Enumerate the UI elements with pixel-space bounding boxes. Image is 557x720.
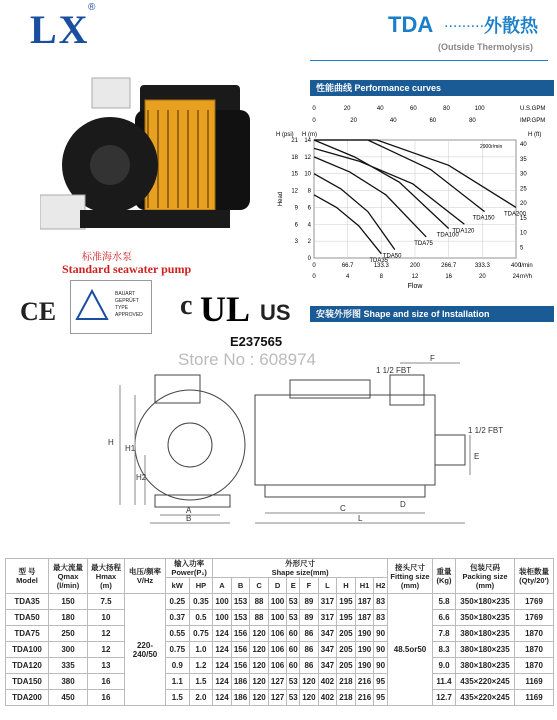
m-tick: 12 — [304, 154, 311, 161]
pump-illustration — [40, 70, 260, 245]
cell-weight: 12.7 — [433, 690, 456, 706]
m3h-tick: 12 — [411, 274, 419, 280]
installation-header: 安装外形图 Shape and size of Installation — [310, 306, 554, 322]
front-view-base — [155, 495, 230, 507]
lmin-tick: 200 — [409, 263, 421, 269]
table-row — [6, 642, 554, 658]
cell-l: 347 — [318, 642, 337, 658]
thread-label: 1 1/2 FBT — [376, 366, 412, 375]
cell-a: 100 — [213, 594, 232, 610]
cell-kw: 0.75 — [166, 642, 190, 658]
lmin-tick: 266.7 — [441, 263, 457, 269]
cell-f: 120 — [300, 674, 319, 690]
psi-tick: 15 — [291, 171, 298, 178]
psi-tick: 9 — [294, 205, 298, 212]
imp-gpm-label: IMP.GPM — [520, 118, 546, 124]
dim-label: F — [430, 355, 435, 363]
tuv-item: BAUART — [115, 291, 136, 297]
cell-hmax: 16 — [88, 690, 125, 706]
m3h-tick: 24 — [512, 274, 520, 280]
cell-qty: 1870 — [515, 658, 554, 674]
cell-e: 53 — [287, 690, 300, 706]
y-axis-label: Head — [278, 191, 284, 207]
cell-qty: 1169 — [515, 690, 554, 706]
cell-model: TDA150 — [6, 674, 49, 690]
cell-packing: 350×180×235 — [456, 610, 515, 626]
cell-qmax: 180 — [49, 610, 88, 626]
cell-b: 153 — [231, 594, 250, 610]
subcol-h1: H1 — [355, 578, 374, 594]
cell-hmax: 16 — [88, 674, 125, 690]
lmin-tick: 133.3 — [373, 263, 389, 269]
subcol-h2: H2 — [374, 578, 388, 594]
us-gpm-tick: 100 — [474, 106, 485, 112]
us-gpm-tick: 0 — [312, 106, 316, 112]
side-view-motor — [255, 395, 435, 485]
us-gpm-tick: 20 — [343, 106, 351, 112]
imp-gpm-tick: 0 — [312, 118, 316, 124]
cell-h2: 90 — [374, 658, 388, 674]
cell-h1: 216 — [355, 690, 374, 706]
tuv-badge — [70, 280, 152, 334]
cell-c: 88 — [250, 594, 269, 610]
model-series: TDA — [388, 12, 434, 37]
dim-label: H1 — [125, 444, 136, 453]
cell-f: 89 — [300, 610, 319, 626]
cell-weight: 11.4 — [433, 674, 456, 690]
cell-hp: 2.0 — [189, 690, 213, 706]
ft-tick: 35 — [520, 156, 527, 163]
series-label-tda120: TDA120 — [452, 228, 475, 235]
installation-drawing — [100, 355, 550, 525]
psi-tick: 18 — [291, 154, 298, 161]
table-row — [6, 594, 554, 610]
cell-h1: 187 — [355, 610, 374, 626]
cell-qmax: 380 — [49, 674, 88, 690]
subcol-hp: HP — [189, 578, 213, 594]
cell-b: 186 — [231, 674, 250, 690]
cell-h: 205 — [337, 642, 356, 658]
lmin-tick: 0 — [312, 263, 316, 269]
cell-weight: 9.0 — [433, 658, 456, 674]
ft-tick: 30 — [520, 171, 527, 178]
cell-d: 106 — [268, 642, 287, 658]
cell-qty: 1870 — [515, 626, 554, 642]
ul-logo-icon — [198, 285, 254, 329]
subcol-d: D — [268, 578, 287, 594]
cell-qmax: 450 — [49, 690, 88, 706]
cell-hmax: 13 — [88, 658, 125, 674]
psi-tick: 6 — [294, 222, 298, 229]
col-voltage: 电压/频率 V/Hz — [125, 559, 166, 594]
m-tick: 14 — [304, 138, 311, 144]
title-dots: ......... — [444, 14, 485, 31]
ft-tick: 15 — [520, 215, 527, 222]
cell-h2: 95 — [374, 690, 388, 706]
cell-h2: 83 — [374, 594, 388, 610]
col-power: 输入功率 Power(P₁) — [166, 559, 213, 578]
cell-qmax: 150 — [49, 594, 88, 610]
cell-packing: 380×180×235 — [456, 626, 515, 642]
header-rule — [310, 60, 548, 61]
cell-f: 120 — [300, 690, 319, 706]
cell-model: TDA200 — [6, 690, 49, 706]
rpm-note: 2900r/min — [480, 144, 503, 150]
pump-base — [80, 210, 230, 228]
table-row — [6, 626, 554, 642]
cell-hp: 1.0 — [189, 642, 213, 658]
side-view-base — [265, 485, 425, 497]
cell-kw: 0.25 — [166, 594, 190, 610]
dim-label: L — [358, 514, 363, 523]
dim-label: H — [108, 438, 114, 447]
subcol-e: E — [287, 578, 300, 594]
ft-tick: 20 — [520, 201, 527, 207]
series-label-tda75: TDA75 — [414, 240, 433, 247]
cell-a: 124 — [213, 658, 232, 674]
dim-label: A — [186, 506, 192, 515]
ce-mark: CE — [20, 297, 57, 326]
cell-packing: 435×220×245 — [456, 674, 515, 690]
us-gpm-tick: 40 — [376, 106, 384, 112]
series-label-tda150: TDA150 — [472, 215, 495, 222]
cell-weight: 7.8 — [433, 626, 456, 642]
cell-qty: 1769 — [515, 594, 554, 610]
psi-label: H (psi) — [276, 132, 294, 138]
cell-h2: 90 — [374, 642, 388, 658]
cell-h: 195 — [337, 594, 356, 610]
m-tick: 2 — [307, 239, 311, 246]
psi-tick: 21 — [291, 138, 298, 144]
imp-gpm-tick: 40 — [389, 118, 397, 124]
series-label-tda50: TDA50 — [382, 253, 402, 260]
cell-e: 53 — [287, 674, 300, 690]
cell-e: 60 — [287, 642, 300, 658]
cell-a: 124 — [213, 626, 232, 642]
m3h-tick: 0 — [312, 274, 316, 280]
subcol-f: F — [300, 578, 319, 594]
subcol-kw: kW — [166, 578, 190, 594]
cell-kw: 1.5 — [166, 690, 190, 706]
cell-model: TDA100 — [6, 642, 49, 658]
front-view-outlet — [155, 375, 200, 403]
ft-tick: 10 — [520, 230, 527, 237]
cell-h1: 190 — [355, 626, 374, 642]
subcol-l: L — [318, 578, 337, 594]
cell-qmax: 335 — [49, 658, 88, 674]
cell-qmax: 300 — [49, 642, 88, 658]
table-row — [6, 674, 554, 690]
dim-label: D — [400, 500, 406, 509]
m-tick: 8 — [307, 188, 311, 195]
col-packing: 包装尺码 Packing size (mm) — [456, 559, 515, 594]
outlet-port — [92, 78, 130, 108]
cell-c: 120 — [250, 642, 269, 658]
m-tick: 0 — [307, 256, 311, 262]
us-gpm-label: U.S.GPM — [520, 106, 546, 112]
cell-hp: 0.5 — [189, 610, 213, 626]
cell-b: 156 — [231, 626, 250, 642]
series-label-tda100: TDA100 — [436, 232, 459, 239]
cell-hp: 0.35 — [189, 594, 213, 610]
m3h-tick: 20 — [478, 274, 486, 280]
cell-d: 106 — [268, 626, 287, 642]
cell-qty: 1169 — [515, 674, 554, 690]
table-row — [6, 690, 554, 706]
cell-a: 100 — [213, 610, 232, 626]
spec-table — [5, 558, 554, 706]
cell-hp: 1.2 — [189, 658, 213, 674]
x-axis-label: Flow — [407, 283, 423, 290]
cell-packing: 435×220×245 — [456, 690, 515, 706]
cell-hp: 0.75 — [189, 626, 213, 642]
imp-gpm-tick: 80 — [469, 118, 476, 124]
cell-weight: 8.3 — [433, 642, 456, 658]
title-en: (Outside Thermolysis) — [438, 42, 534, 52]
brand-logo: LX — [30, 7, 90, 52]
ft-label: H (ft) — [528, 132, 542, 138]
cell-h: 218 — [337, 674, 356, 690]
cell-hmax: 7.5 — [88, 594, 125, 610]
dim-label: C — [340, 504, 346, 513]
m3h-tick: 8 — [379, 274, 384, 280]
cell-l: 317 — [318, 610, 337, 626]
cell-packing: 380×180×235 — [456, 642, 515, 658]
cell-d: 127 — [268, 674, 287, 690]
cell-e: 60 — [287, 658, 300, 674]
cell-f: 86 — [300, 626, 319, 642]
us-gpm-tick: 80 — [443, 106, 450, 112]
dim-label: E — [474, 452, 480, 461]
cell-e: 53 — [287, 594, 300, 610]
cell-l: 317 — [318, 594, 337, 610]
cell-c: 120 — [250, 658, 269, 674]
lmin-tick: 400 — [510, 263, 522, 269]
tuv-triangle-icon — [75, 289, 109, 323]
cell-l: 347 — [318, 626, 337, 642]
psi-tick: 3 — [294, 239, 298, 246]
file-number: E237565 — [230, 334, 283, 349]
cell-model: TDA35 — [6, 594, 49, 610]
front-view-volute — [135, 390, 245, 500]
cell-h2: 90 — [374, 626, 388, 642]
cell-h: 195 — [337, 610, 356, 626]
cell-kw: 1.1 — [166, 674, 190, 690]
tuv-item: TYPE — [115, 305, 129, 311]
series-label-tda200: TDA200 — [504, 211, 527, 218]
registered-mark: ® — [88, 2, 96, 13]
cell-d: 100 — [268, 594, 287, 610]
subcol-c: C — [250, 578, 269, 594]
cul-c: c — [180, 290, 193, 321]
subcol-a: A — [213, 578, 232, 594]
m3h-tick: 4 — [345, 274, 350, 280]
side-view-inlet — [435, 435, 465, 465]
ft-tick: 5 — [520, 245, 524, 252]
ft-tick: 25 — [520, 186, 527, 193]
imp-gpm-tick: 60 — [429, 118, 437, 124]
side-view-outlet — [390, 375, 424, 405]
m3h-label: m³/h — [520, 274, 532, 280]
cell-weight: 5.8 — [433, 594, 456, 610]
m-tick: 10 — [304, 171, 311, 178]
cell-f: 86 — [300, 642, 319, 658]
col-hmax: 最大扬程 Hmax (m) — [88, 559, 125, 594]
cul-us: US — [260, 300, 291, 325]
cell-model: TDA75 — [6, 626, 49, 642]
col-shape: 外形尺寸 Shape size(mm) — [213, 559, 388, 578]
cell-a: 124 — [213, 642, 232, 658]
m-tick: 6 — [307, 205, 311, 212]
subcol-b: B — [231, 578, 250, 594]
performance-curves-header: 性能曲线 Performance curves — [310, 80, 554, 96]
ft-tick: 40 — [520, 142, 527, 148]
m-label: H (m) — [302, 132, 317, 138]
svg-text:UL: UL — [200, 289, 251, 329]
table-row — [6, 658, 554, 674]
cell-l: 347 — [318, 658, 337, 674]
cell-qty: 1769 — [515, 610, 554, 626]
cell-model: TDA120 — [6, 658, 49, 674]
performance-chart — [276, 98, 554, 303]
cell-b: 156 — [231, 642, 250, 658]
thread-label: 1 1/2 FBT — [468, 426, 504, 435]
product-caption-en: Standard seawater pump — [62, 262, 192, 276]
series-line-tda75 — [314, 157, 426, 237]
cell-c: 120 — [250, 674, 269, 690]
subcol-h: H — [337, 578, 356, 594]
cell-e: 53 — [287, 610, 300, 626]
cell-h2: 95 — [374, 674, 388, 690]
cell-hmax: 10 — [88, 610, 125, 626]
col-weight: 重量 (Kg) — [433, 559, 456, 594]
cell-hp: 1.5 — [189, 674, 213, 690]
tuv-item: GEPRÜFT — [115, 298, 139, 304]
cell-qty: 1870 — [515, 642, 554, 658]
cell-h1: 190 — [355, 658, 374, 674]
cell-b: 156 — [231, 658, 250, 674]
cell-voltage: 220-240/50 — [125, 594, 166, 706]
cell-d: 100 — [268, 610, 287, 626]
cell-qmax: 250 — [49, 626, 88, 642]
psi-tick: 12 — [291, 188, 298, 195]
dim-label: B — [186, 514, 192, 523]
product-caption-cn: 标准海水泵 — [82, 252, 132, 263]
col-qmax: 最大流量 Qmax (l/min) — [49, 559, 88, 594]
performance-chart-svg — [276, 98, 554, 298]
cell-c: 120 — [250, 690, 269, 706]
cell-d: 106 — [268, 658, 287, 674]
cell-h: 218 — [337, 690, 356, 706]
cell-a: 124 — [213, 690, 232, 706]
cell-kw: 0.37 — [166, 610, 190, 626]
cell-e: 60 — [287, 626, 300, 642]
cell-l: 402 — [318, 674, 337, 690]
cell-b: 186 — [231, 690, 250, 706]
cell-h1: 216 — [355, 674, 374, 690]
cell-packing: 350×180×235 — [456, 594, 515, 610]
cell-model: TDA50 — [6, 610, 49, 626]
cell-h2: 83 — [374, 610, 388, 626]
imp-gpm-tick: 20 — [350, 118, 357, 124]
title-cn: 外散热 — [484, 16, 538, 36]
inlet-port — [40, 195, 85, 229]
cell-a: 124 — [213, 674, 232, 690]
cell-packing: 380×180×235 — [456, 658, 515, 674]
cell-h1: 187 — [355, 594, 374, 610]
cell-weight: 6.6 — [433, 610, 456, 626]
cell-kw: 0.55 — [166, 626, 190, 642]
table-row — [6, 610, 554, 626]
cell-f: 89 — [300, 594, 319, 610]
m-tick: 4 — [307, 222, 311, 229]
lmin-tick: 333.3 — [474, 263, 490, 269]
cell-h: 205 — [337, 626, 356, 642]
cell-b: 153 — [231, 610, 250, 626]
m3h-tick: 16 — [445, 274, 453, 280]
cell-c: 88 — [250, 610, 269, 626]
cell-h: 205 — [337, 658, 356, 674]
cell-d: 127 — [268, 690, 287, 706]
lmin-label: l/min — [520, 263, 533, 269]
cell-h1: 190 — [355, 642, 374, 658]
lmin-tick: 66.7 — [341, 263, 354, 269]
cell-kw: 0.9 — [166, 658, 190, 674]
dim-label: H2 — [136, 473, 147, 482]
us-gpm-tick: 60 — [410, 106, 417, 112]
col-model: 型 号 Model — [6, 559, 49, 594]
series-label-tda35: TDA35 — [369, 257, 389, 264]
col-fitting: 接头尺寸 Fitting size (mm) — [388, 559, 433, 594]
cell-c: 120 — [250, 626, 269, 642]
series-line-tda50 — [314, 174, 395, 250]
cell-hmax: 12 — [88, 642, 125, 658]
col-qty: 装柜数量 (Qty/20') — [515, 559, 554, 594]
tuv-item: APPROVED — [115, 312, 143, 318]
cell-f: 86 — [300, 658, 319, 674]
cell-hmax: 12 — [88, 626, 125, 642]
cell-fitting: 48.5or50 — [388, 594, 433, 706]
cell-l: 402 — [318, 690, 337, 706]
store-watermark: Store No : 608974 — [178, 350, 316, 369]
